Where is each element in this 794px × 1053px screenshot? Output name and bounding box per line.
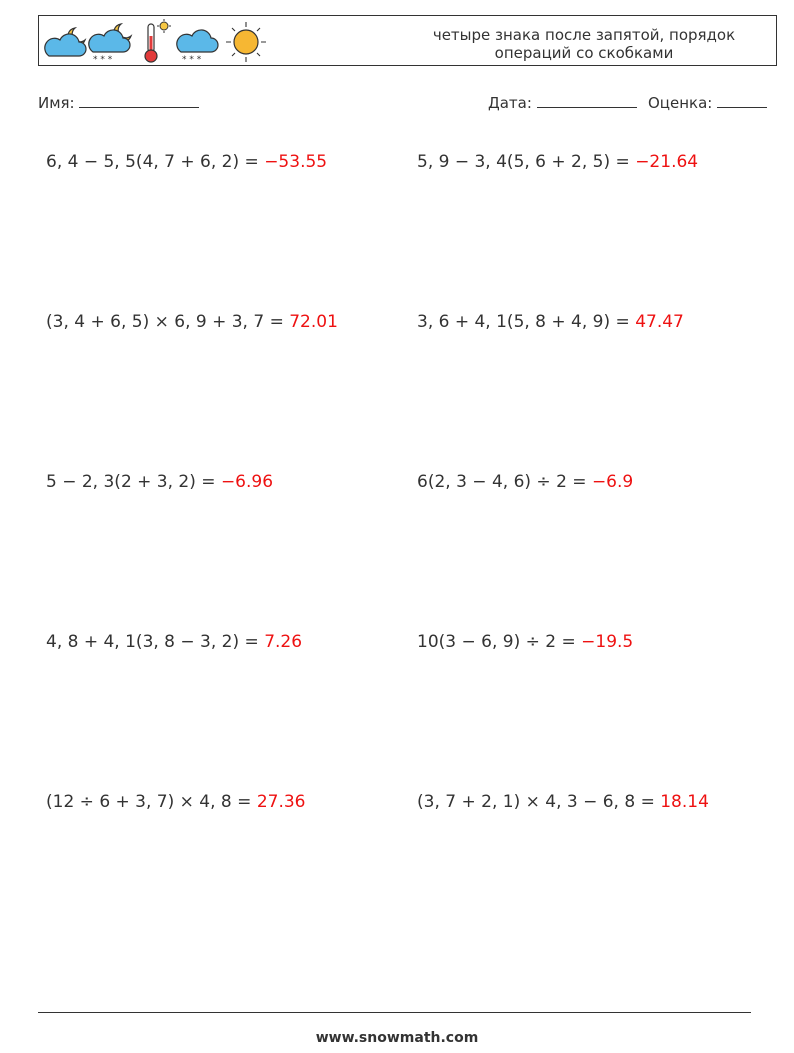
problem-expression: 5, 9 − 3, 4(5, 6 + 2, 5) = — [417, 152, 630, 172]
problem-expression: 3, 6 + 4, 1(5, 8 + 4, 9) = — [417, 312, 630, 332]
cloud-snow-icon — [177, 30, 218, 64]
problem-answer: 72.01 — [289, 312, 338, 332]
problem-8 — [417, 632, 633, 652]
problem-5 — [46, 472, 273, 492]
problem-answer: −53.55 — [264, 152, 328, 172]
title-line-2: операций со скобками — [494, 44, 674, 62]
problem-answer: −19.5 — [581, 632, 634, 652]
problem-expression: 6, 4 − 5, 5(4, 7 + 6, 2) = — [46, 152, 259, 172]
problem-answer: −6.96 — [220, 472, 274, 492]
thermometer-sun-icon — [145, 19, 171, 62]
problem-expression: (3, 4 + 6, 5) × 6, 9 + 3, 7 = — [46, 312, 284, 332]
worksheet-title — [399, 26, 769, 62]
svg-text:* * *: * * * — [93, 55, 113, 64]
problem-expression: 4, 8 + 4, 1(3, 8 − 3, 2) = — [46, 632, 259, 652]
problem-expression: (3, 7 + 2, 1) × 4, 3 − 6, 8 = — [417, 792, 655, 812]
problem-10 — [417, 792, 709, 812]
problem-answer: 27.36 — [256, 792, 306, 812]
problem-9 — [46, 792, 305, 812]
problem-answer: 47.47 — [635, 312, 684, 332]
problem-answer: −6.9 — [591, 472, 634, 492]
problem-2 — [417, 152, 698, 172]
date-line[interactable] — [537, 93, 637, 108]
score-line[interactable] — [717, 93, 767, 108]
footer-url[interactable]: www.snowmath.com — [315, 1030, 479, 1046]
sun-icon — [226, 22, 266, 62]
date-field — [488, 93, 637, 112]
problem-answer: −21.64 — [635, 152, 699, 172]
name-field — [38, 93, 199, 112]
problem-expression: 5 − 2, 3(2 + 3, 2) = — [46, 472, 216, 492]
problem-6 — [417, 472, 633, 492]
footer-divider — [38, 1012, 751, 1013]
score-field — [648, 93, 767, 112]
problem-3 — [46, 312, 338, 332]
cloud-moon-icon — [45, 28, 86, 56]
problem-7 — [46, 632, 302, 652]
problem-4 — [417, 312, 684, 332]
problem-expression: (12 ÷ 6 + 3, 7) × 4, 8 = — [46, 792, 252, 812]
name-label: Имя: — [38, 94, 75, 112]
svg-text:* * *: * * * — [182, 55, 202, 64]
header-box — [38, 15, 777, 66]
cloud-moon-snow-icon — [89, 24, 131, 64]
problem-1 — [46, 152, 327, 172]
problem-answer: 18.14 — [660, 792, 709, 812]
problem-answer: 7.26 — [264, 632, 303, 652]
problem-expression: 6(2, 3 − 4, 6) ÷ 2 = — [417, 472, 587, 492]
title-line-1: четыре знака после запятой, порядок — [432, 26, 736, 44]
score-label: Оценка: — [648, 94, 713, 112]
name-line[interactable] — [79, 93, 199, 108]
date-label: Дата: — [488, 94, 532, 112]
problem-expression: 10(3 − 6, 9) ÷ 2 = — [417, 632, 576, 652]
weather-icons — [41, 18, 271, 64]
